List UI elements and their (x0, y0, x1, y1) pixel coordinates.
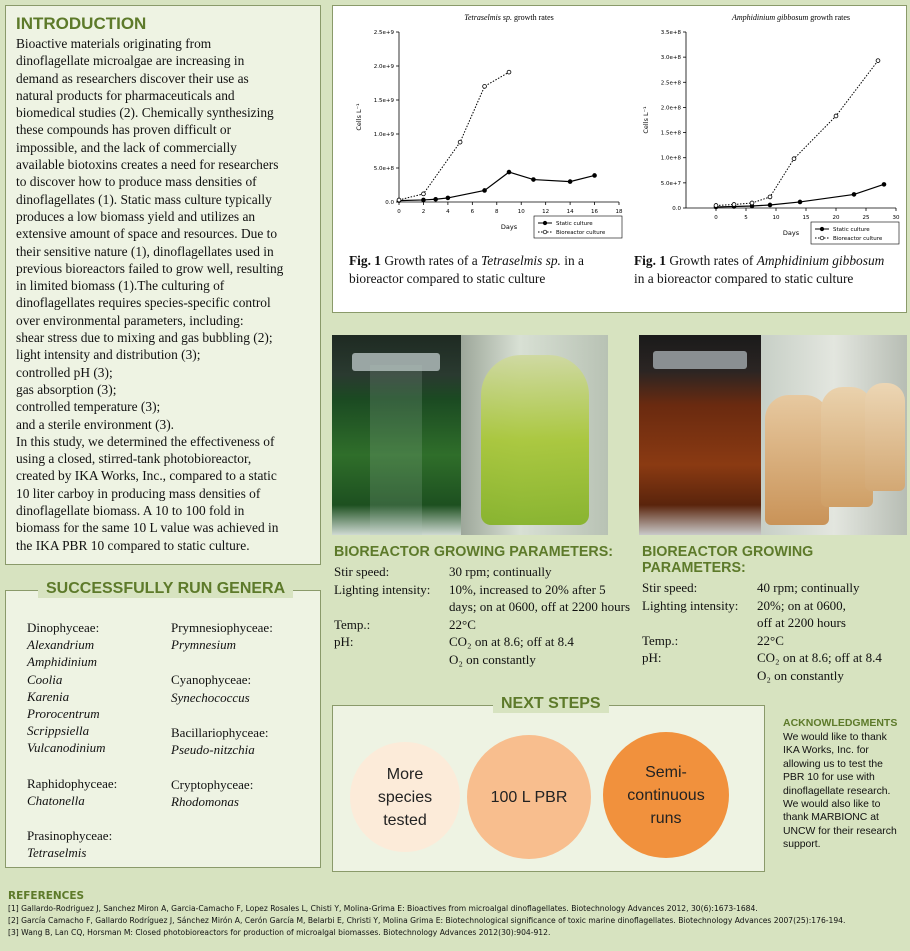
genera-class-heading: Prymnesiophyceae: (171, 620, 273, 635)
genus-name: Rhodomonas (171, 794, 239, 810)
data-point (792, 157, 796, 161)
y-tick-label: 3.5e+8 (660, 30, 681, 36)
parameter-label: Stir speed: (334, 564, 390, 579)
data-point (458, 140, 462, 144)
bioreactor-brown-photo (639, 335, 761, 535)
x-tick-label: 0 (397, 209, 401, 215)
parameter-value-line: 30 rpm; continually (449, 564, 552, 579)
legend-label: Bioreactor culture (833, 236, 883, 242)
ack-line: PBR 10 for use with (783, 772, 875, 784)
intro-line: 10 liter carboy in producing mass densities of (16, 485, 261, 501)
parameters-2-rows (642, 579, 910, 684)
next-steps-title: NEXT STEPS (493, 695, 609, 713)
y-tick-label: 2.0e+8 (660, 105, 681, 112)
next-step-text (627, 761, 704, 830)
intro-line: dinoflagellate biomass. A 10 to 100 fold in (16, 503, 245, 519)
next-step-circle (350, 742, 460, 852)
ack-line: dinoflagellate research. (783, 785, 891, 797)
intro-line: Bioactive materials originating from (16, 36, 212, 51)
next-steps-section (332, 695, 765, 872)
references-section (8, 889, 908, 939)
chart-title (731, 13, 850, 22)
intro-line: previous bioreactors failed to grow well, resulting (16, 260, 284, 276)
ack-line: We would also like to (783, 799, 881, 811)
genera-group (27, 619, 162, 757)
data-point (882, 182, 886, 186)
parameter-value-line: 22°C (449, 616, 476, 632)
next-step-circle (467, 735, 591, 859)
parameter-value-line: 22°C (757, 632, 784, 648)
carboys-brown-photo (761, 335, 907, 535)
figure2-caption-pre: Growth rates of (666, 253, 757, 268)
next-step-text (491, 786, 568, 809)
data-point (852, 193, 856, 197)
y-tick-label: 2.5e+8 (660, 80, 681, 87)
intro-line: created by IKA Works, Inc., compared to a static (16, 468, 277, 484)
chart-title (464, 13, 553, 22)
x-tick-label: 5 (744, 215, 748, 221)
figure2-caption-species: Amphidinium gibbosum (756, 253, 885, 268)
ack-line: IKA Works, Inc. for (783, 745, 869, 757)
series-line-bioreactor (399, 72, 509, 200)
data-point (532, 178, 536, 182)
y-tick-label: 1.5e+8 (660, 130, 681, 137)
parameter-row (642, 649, 910, 684)
genera-class-heading: Bacillariophyceae: (171, 724, 269, 740)
x-tick-label: 10 (772, 215, 780, 221)
x-axis-label: Days (500, 223, 518, 231)
parameter-row (334, 633, 634, 668)
parameter-label: Lighting intensity: (642, 597, 739, 613)
intro-line: biomass for the same 10 L value was achieved in (16, 520, 279, 536)
parameter-row (642, 632, 910, 650)
data-point (483, 85, 487, 89)
x-tick-label: 14 (566, 209, 574, 215)
genera-group (171, 724, 311, 758)
x-tick-label: 2 (421, 209, 426, 215)
genera-group (27, 775, 162, 809)
parameter-label: pH: (642, 650, 662, 665)
parameter-row (334, 581, 634, 616)
x-tick-label: 16 (591, 209, 599, 215)
genera-class-heading: Dinophyceae: (27, 620, 100, 635)
parameter-label: Temp.: (642, 632, 679, 648)
intro-line: impossible, and the lack of commercially (16, 139, 237, 155)
intro-line: dinoflagellate microalgae are increasing in (16, 53, 245, 69)
genus-name: Scrippsiella (27, 723, 90, 739)
acknowledgments-title: ACKNOWLEDGMENTS (783, 717, 898, 729)
next-step-line: More (386, 765, 424, 783)
data-point (834, 114, 838, 118)
ack-line: allowing us to test the (783, 758, 883, 770)
y-tick-label: 2.5e+9 (373, 30, 394, 36)
parameters-1-title: BIOREACTOR GROWING PARAMETERS: (334, 544, 614, 560)
parameter-value (449, 616, 476, 634)
legend-marker (543, 221, 547, 225)
parameter-row (334, 563, 634, 581)
reference-item: [2] García Camacho F, Gallardo Rodríguez J, Sánchez Mirón A, Cerón García M, Belarbi E, Christi Y, Molina Grima E: Biotechnological significance of toxic marine dinoflagellates. Biotechnology Advances 2007(25):176-194. (8, 916, 846, 925)
next-step-circle (603, 732, 729, 858)
legend-label: Bioreactor culture (556, 230, 606, 236)
genera-group (171, 619, 311, 653)
genus-name: Tetraselmis (27, 845, 87, 861)
parameter-value (757, 597, 846, 632)
parameter-value (757, 632, 784, 650)
y-tick-label: 5.0e+7 (660, 180, 681, 187)
references-title: REFERENCES (8, 890, 85, 902)
parameter-value-line: off at 2200 hours (757, 615, 846, 630)
chart-title-rest: growth rates (511, 13, 554, 22)
figure1-caption-post: in a bioreactor compared to static culture (349, 253, 584, 286)
next-step-text (378, 763, 432, 832)
data-point (876, 59, 880, 63)
introduction-section (5, 5, 321, 565)
genera-group (27, 827, 162, 861)
parameters-1 (334, 544, 634, 668)
ack-line: UNCW for their research (783, 825, 897, 837)
figure2-caption-post: in a bioreactor compared to static culture (634, 271, 854, 286)
next-step-line: 100 L PBR (490, 788, 568, 806)
x-axis-label: Days (782, 229, 800, 237)
figure1-caption-species: Tetraselmis sp. (481, 253, 561, 268)
intro-line: extensive amount of space and resources. Due to (16, 226, 278, 242)
genus-name: Chatonella (27, 792, 85, 808)
genus-name: Coolia (27, 671, 63, 687)
genus-name: Vulcanodinium (27, 740, 106, 756)
parameter-value-line: 10%, increased to 20% after 5 (449, 581, 606, 597)
carboy-green-photo (461, 335, 608, 535)
genus-name: Prymnesium (171, 637, 236, 653)
parameter-value (449, 581, 630, 616)
y-tick-label: 1.5e+9 (373, 98, 394, 104)
next-step-line: runs (650, 809, 682, 827)
x-tick-label: 18 (615, 209, 623, 215)
parameter-value (449, 633, 574, 668)
ack-line: thank MARBIONC at (783, 812, 879, 824)
genus-name: Synechococcus (171, 689, 250, 705)
data-point (768, 195, 772, 199)
parameter-value (757, 579, 860, 597)
intro-line: these compounds has proven difficult or (16, 122, 232, 138)
genera-left-column (27, 619, 162, 879)
intro-line: in limited biomass (1).The culturing of (16, 278, 225, 294)
x-tick-label: 10 (517, 209, 525, 215)
genera-class-heading: Cyanophyceae: (171, 672, 252, 688)
data-point (568, 180, 572, 184)
intro-line: the IKA PBR 10 compared to static culture. (16, 537, 250, 553)
acknowledgments-section (783, 717, 908, 852)
intro-line: demand as researchers discover their use as (16, 70, 249, 86)
genera-title: SUCCESSFULLY RUN GENERA (38, 580, 293, 598)
next-step-line: continuous (627, 786, 705, 804)
legend-label: Static culture (556, 221, 593, 227)
data-point (768, 203, 772, 207)
intro-line: biomedical studies (2). Chemically synthesizing (16, 105, 274, 121)
ack-line: support. (783, 839, 821, 851)
parameters-2-title: BIOREACTOR GROWING PARAMETERS: (642, 544, 814, 576)
parameter-row (334, 616, 634, 634)
tetraselmis-growth-chart (339, 12, 629, 252)
parameter-value (757, 649, 882, 684)
figure1-caption (349, 252, 609, 288)
parameters-2 (642, 544, 910, 684)
x-tick-label: 25 (862, 215, 870, 221)
genera-right-column (171, 619, 311, 829)
data-point (446, 196, 450, 200)
next-step-line: tested (383, 811, 427, 829)
y-tick-label: 0.0 (672, 206, 681, 212)
genera-group (171, 671, 311, 705)
intro-line: natural products for pharmaceuticals and (16, 87, 235, 103)
legend-marker (820, 227, 824, 231)
parameter-label: Temp.: (334, 616, 371, 632)
intro-line: available biotoxins creates a need for researchers (16, 157, 279, 173)
parameter-value (449, 563, 552, 581)
intro-line: controlled pH (3); (16, 364, 113, 380)
intro-line: to discover how to produce mass densities of (16, 174, 257, 190)
intro-line: dinoflagellates (1). Static mass culture typically (16, 191, 272, 207)
bioreactor-green-photo (332, 335, 461, 535)
y-axis-label: Cells L⁻¹ (642, 106, 650, 134)
intro-line: gas absorption (3); (16, 381, 117, 397)
x-tick-label: 4 (446, 209, 450, 215)
parameters-1-rows (334, 563, 634, 668)
x-tick-label: 8 (495, 209, 499, 215)
genus-name: Alexandrium (27, 637, 95, 653)
parameter-value-line: days; on at 0600, off at 2200 hours (449, 599, 631, 614)
legend-label: Static culture (833, 227, 870, 233)
chart-title-species: Tetraselmis sp. (464, 13, 512, 22)
parameter-value-line: O₂ on constantly (449, 651, 536, 667)
parameter-value-line: 40 rpm; continually (757, 580, 860, 595)
parameter-row (642, 597, 910, 632)
x-tick-label: 6 (470, 209, 475, 215)
data-point (422, 198, 426, 202)
parameter-value-line: 20%; on at 0600, (757, 597, 846, 613)
y-tick-label: 2.0e+9 (373, 64, 394, 70)
y-tick-label: 0.0 (385, 200, 394, 206)
data-point (507, 170, 511, 174)
chart-title-species: Amphidinium gibbosum (732, 13, 809, 22)
intro-line: In this study, we determined the effectiveness of (16, 433, 275, 449)
y-axis-label: Cells L⁻¹ (355, 103, 363, 131)
amphidinium-growth-chart (628, 12, 903, 252)
data-point (798, 200, 802, 204)
data-point (507, 70, 511, 74)
x-tick-label: 15 (802, 215, 810, 221)
genus-name: Prorocentrum (27, 706, 100, 722)
parameter-label: Stir speed: (642, 580, 698, 595)
genera-class-heading: Raphidophyceae: (27, 775, 118, 791)
data-point (714, 204, 718, 208)
parameter-label: Lighting intensity: (334, 581, 431, 597)
data-point (732, 203, 736, 207)
intro-line: light intensity and distribution (3); (16, 347, 201, 363)
genera-group (171, 776, 311, 810)
intro-line: dinoflagellates requires species-specific control (16, 295, 271, 311)
intro-line: using a closed, stirred-tank photobioreactor, (16, 451, 252, 467)
y-tick-label: 5.0e+8 (373, 166, 394, 172)
figure1-caption-pre: Growth rates of a (381, 253, 482, 268)
x-tick-label: 0 (714, 215, 718, 221)
data-point (593, 174, 597, 178)
intro-line: and a sterile environment (3). (16, 416, 175, 432)
next-step-line: species (377, 788, 433, 806)
acknowledgments-body (783, 731, 908, 852)
x-tick-label: 20 (832, 215, 840, 221)
figure2-label: Fig. 1 (634, 253, 666, 268)
intro-line: produces a low biomass yield and utilizes an (16, 208, 256, 224)
data-point (434, 197, 438, 201)
parameter-value-line: O₂ on constantly (757, 667, 844, 683)
legend-marker (820, 236, 824, 240)
data-point (750, 201, 754, 205)
figure2-caption (634, 252, 896, 288)
y-tick-label: 3.0e+8 (660, 55, 681, 62)
genus-name: Karenia (27, 688, 70, 704)
data-point (483, 189, 487, 193)
references-list (8, 903, 908, 939)
intro-line: their sensitive nature (1), dinoflagellates used in (16, 243, 274, 259)
introduction-title: INTRODUCTION (16, 14, 147, 33)
introduction-body (16, 35, 310, 554)
y-tick-label: 1.0e+8 (660, 155, 681, 162)
legend-marker (543, 230, 547, 234)
genera-class-heading: Prasinophyceae: (27, 828, 113, 844)
parameter-value-line: CO₂ on at 8.6; off at 8.4 (449, 634, 574, 649)
genera-section (5, 580, 321, 868)
ack-line: We would like to thank (783, 732, 887, 743)
intro-line: over environmental parameters, including: (16, 312, 244, 328)
parameter-row (642, 579, 910, 597)
x-tick-label: 12 (542, 209, 550, 215)
parameter-label: pH: (334, 634, 354, 649)
genus-name: Pseudo-nitzchia (171, 742, 255, 758)
x-tick-label: 30 (892, 215, 900, 221)
genera-class-heading: Cryptophyceae: (171, 777, 254, 793)
figures-section (332, 5, 907, 313)
figure1-label: Fig. 1 (349, 253, 381, 268)
data-point (422, 192, 426, 196)
parameter-value-line: CO₂ on at 8.6; off at 8.4 (757, 650, 882, 665)
intro-line: controlled temperature (3); (16, 399, 161, 415)
series-line-bioreactor (716, 61, 878, 206)
chart-title-rest: growth rates (808, 13, 850, 22)
y-tick-label: 1.0e+9 (373, 132, 394, 138)
data-point (397, 198, 401, 202)
next-step-line: Semi- (645, 763, 687, 781)
genus-name: Amphidinium (27, 654, 98, 670)
intro-line: shear stress due to mixing and gas bubbling (2); (16, 330, 273, 346)
reference-item: [1] Gallardo-Rodriguez J, Sanchez Miron A, Garcia-Camacho F, Lopez Rosales L, Chisti Y, Molina-Grima E: Bioactives from microalgal dinoflagellates. Biotechnology Advances 2012, 30(6):1673-1684. (8, 904, 758, 913)
reference-item: [3] Wang B, Lan CQ, Horsman M: Closed photobioreactors for production of microalgal biomasses. Biotechnology Advances 2012(30):904-912. (8, 928, 551, 937)
